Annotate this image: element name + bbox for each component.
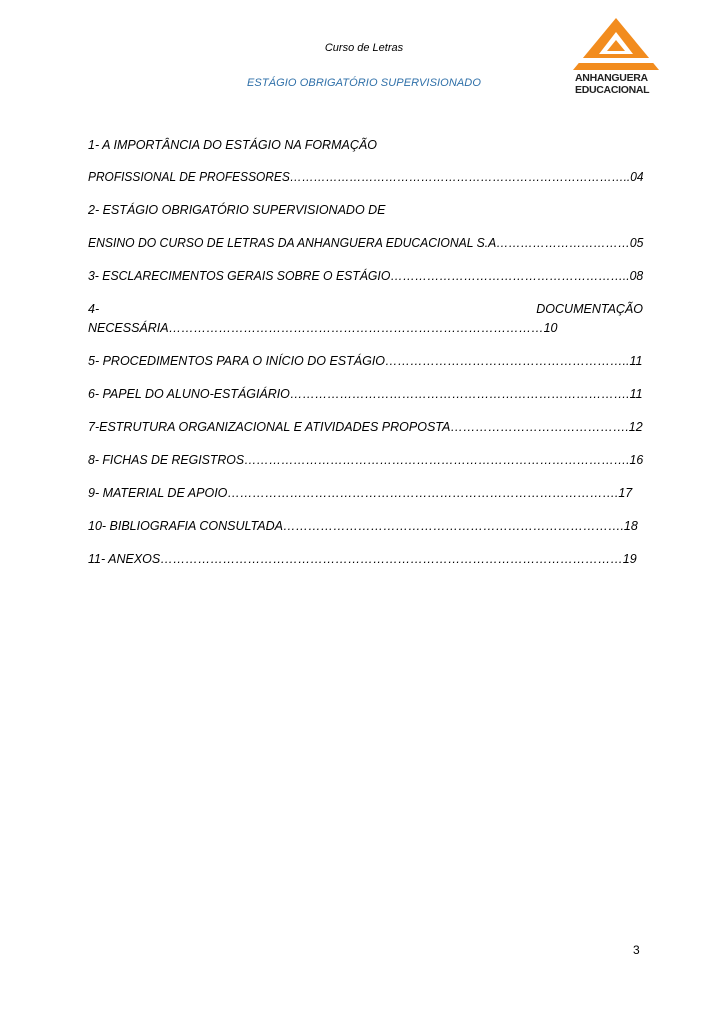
toc-item-1-line-1: 1- A IMPORTÂNCIA DO ESTÁGIO NA FORMAÇÃO <box>88 138 377 152</box>
logo-line-1: ANHANGUERA <box>575 72 648 84</box>
toc-item-4-number: 4- <box>88 302 100 316</box>
toc-item-3: 3- ESCLARECIMENTOS GERAIS SOBRE O ESTÁGIO…………………………………………………..08 <box>88 269 644 283</box>
toc-item-4-title: DOCUMENTAÇÃO <box>536 302 643 316</box>
toc-item-2-line-1: 2- ESTÁGIO OBRIGATÓRIO SUPERVISIONADO DE <box>88 203 386 217</box>
toc-item-1-line-2: PROFISSIONAL DE PROFESSORES…………………………………………………………………………..04 <box>88 170 644 184</box>
toc-item-6: 6- PAPEL DO ALUNO-ESTÁGIÁRIO……………………………………………………………………….11 <box>88 387 643 401</box>
page-number: 3 <box>633 943 640 957</box>
toc-item-9: 9- MATERIAL DE APOIO………………………………………………………………………………….17 <box>88 486 633 500</box>
toc-item-5: 5- PROCEDIMENTOS PARA O INÍCIO DO ESTÁGIO…………………………………………………..11 <box>88 354 643 368</box>
toc-item-7: 7-ESTRUTURA ORGANIZACIONAL E ATIVIDADES PROPOSTA…………………………………….12 <box>88 420 643 434</box>
toc-item-2-line-2: ENSINO DO CURSO DE LETRAS DA ANHANGUERA EDUCACIONAL S.A……………………………05 <box>88 236 644 250</box>
document-subtitle: ESTÁGIO OBRIGATÓRIO SUPERVISIONADO <box>246 77 482 89</box>
toc-item-4-line-2: NECESSÁRIA………………………………………………………………………………10 <box>88 321 558 335</box>
logo-line-2: EDUCACIONAL <box>575 84 650 96</box>
toc-item-11: 11- ANEXOS…………………………………………………………………………………………………19 <box>88 552 637 566</box>
toc-item-10: 10- BIBLIOGRAFIA CONSULTADA……………………………………………………………………….18 <box>88 519 638 533</box>
toc-item-8: 8- FICHAS DE REGISTROS………………………………………………………………………………….16 <box>88 453 644 467</box>
course-title: Curso de Letras <box>324 42 404 54</box>
